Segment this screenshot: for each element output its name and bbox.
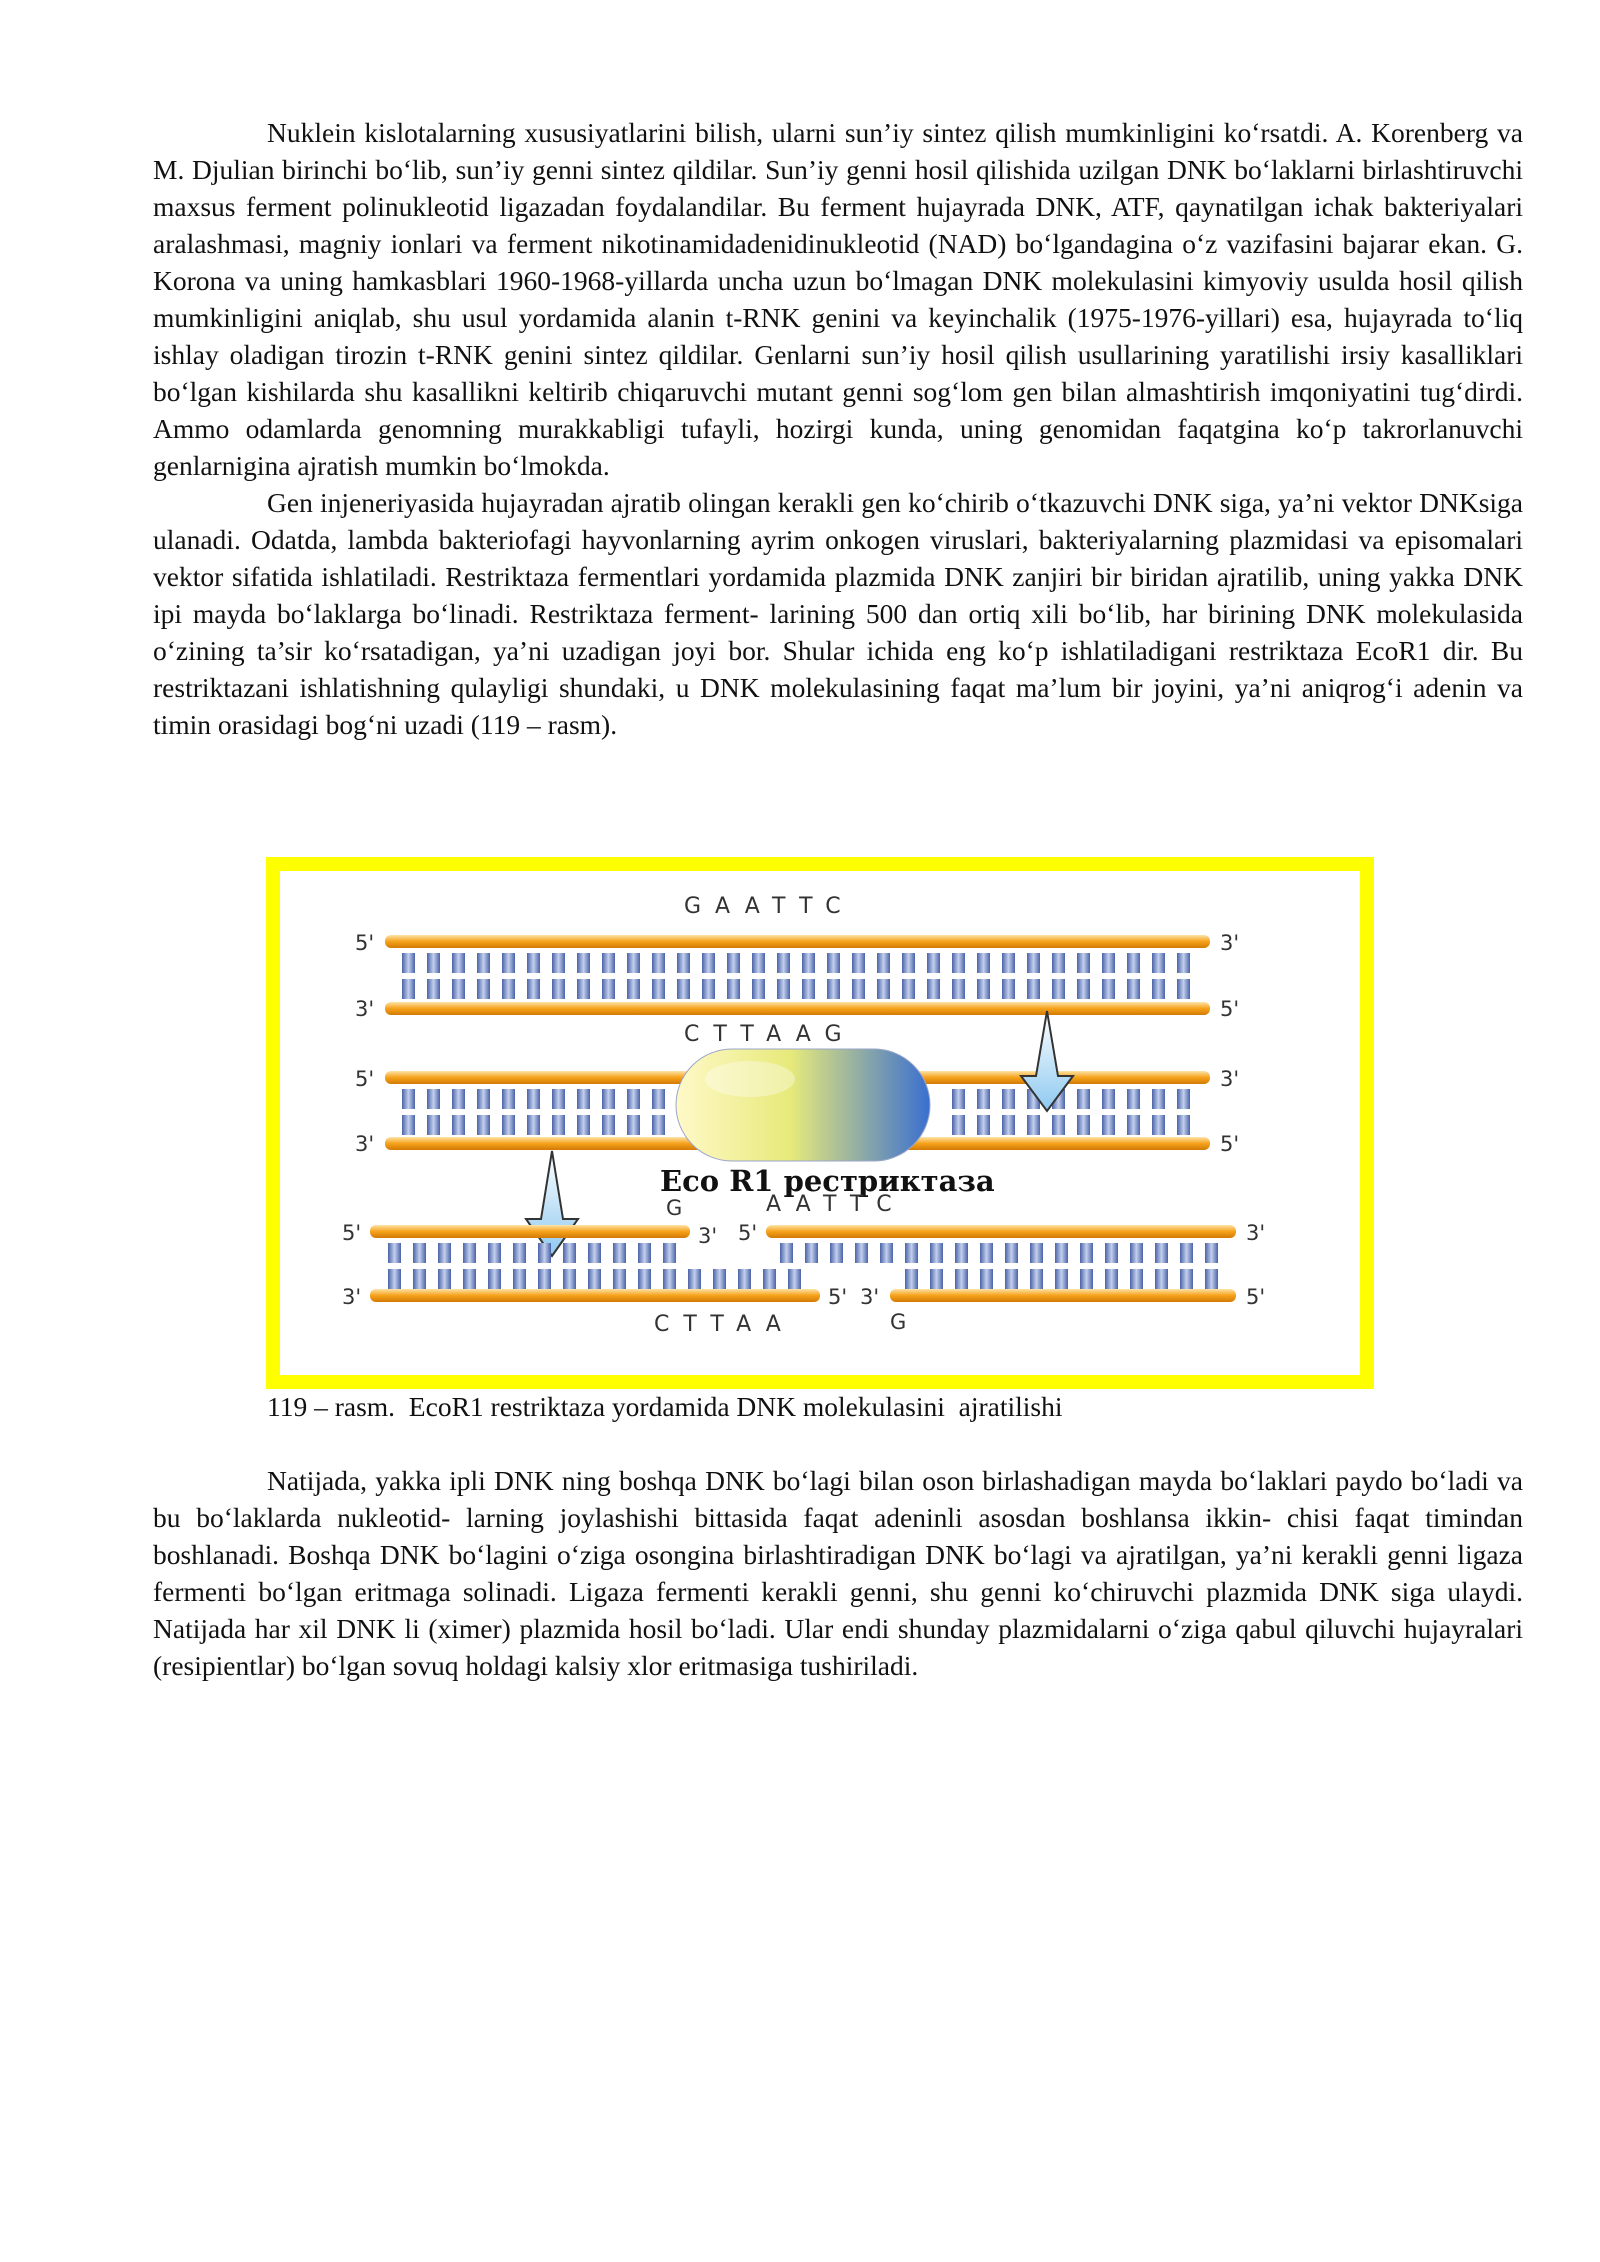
base-pair bbox=[627, 1115, 640, 1135]
base-pair bbox=[830, 1243, 843, 1263]
base-pair bbox=[1002, 1115, 1015, 1135]
base-pair bbox=[577, 979, 590, 999]
dna-duplex-with-enzyme bbox=[355, 1049, 1239, 1198]
base-pair bbox=[427, 1115, 440, 1135]
base-pair bbox=[1180, 1269, 1193, 1289]
base-pair bbox=[1177, 979, 1190, 999]
label-3-prime: 3' bbox=[355, 1132, 375, 1156]
arrow-down-icon bbox=[526, 1151, 578, 1256]
base-pair bbox=[952, 1089, 965, 1109]
base-pair bbox=[702, 953, 715, 973]
base-pair bbox=[688, 1269, 701, 1289]
base-pair bbox=[588, 1269, 601, 1289]
base-pair bbox=[677, 979, 690, 999]
base-pair bbox=[388, 1243, 401, 1263]
base-pair bbox=[1152, 1089, 1165, 1109]
base-pair bbox=[652, 953, 665, 973]
base-pair bbox=[1177, 1089, 1190, 1109]
base-pair bbox=[713, 1269, 726, 1289]
base-pair bbox=[905, 1243, 918, 1263]
base-pair bbox=[955, 1269, 968, 1289]
base-pair bbox=[952, 953, 965, 973]
base-pair bbox=[627, 979, 640, 999]
base-pair bbox=[827, 953, 840, 973]
base-pair bbox=[538, 1243, 551, 1263]
base-pairs-right-fragment bbox=[780, 1243, 1218, 1289]
base-pair bbox=[1002, 979, 1015, 999]
base-pair bbox=[727, 953, 740, 973]
base-pair bbox=[1077, 1115, 1090, 1135]
base-pair bbox=[880, 1243, 893, 1263]
base-pair bbox=[877, 979, 890, 999]
base-pair bbox=[1102, 979, 1115, 999]
base-pair bbox=[613, 1269, 626, 1289]
dna-duplex-intact bbox=[355, 894, 1239, 1047]
base-pair bbox=[902, 953, 915, 973]
base-pair bbox=[402, 1115, 415, 1135]
base-pair bbox=[527, 1089, 540, 1109]
base-pair bbox=[502, 1115, 515, 1135]
base-pair bbox=[763, 1269, 776, 1289]
base-pair bbox=[980, 1243, 993, 1263]
base-pair bbox=[602, 979, 615, 999]
base-pair bbox=[552, 979, 565, 999]
base-pair bbox=[1077, 1089, 1090, 1109]
enzyme-highlight bbox=[705, 1061, 795, 1097]
base-pair bbox=[927, 979, 940, 999]
base-pair bbox=[577, 953, 590, 973]
label-3-prime: 3' bbox=[860, 1285, 880, 1309]
base-pair bbox=[1127, 953, 1140, 973]
end-base-g: G bbox=[890, 1310, 907, 1334]
base-pair bbox=[588, 1243, 601, 1263]
base-pair bbox=[527, 1115, 540, 1135]
label-3-prime: 3' bbox=[355, 997, 375, 1021]
base-pair bbox=[1102, 1115, 1115, 1135]
label-3-prime: 3' bbox=[698, 1224, 718, 1248]
base-pair bbox=[638, 1243, 651, 1263]
label-5-prime: 5' bbox=[1220, 1132, 1240, 1156]
label-3-prime: 3' bbox=[1220, 931, 1240, 955]
base-pair bbox=[1127, 1115, 1140, 1135]
base-pair bbox=[413, 1269, 426, 1289]
base-pairs-row-1 bbox=[402, 953, 1190, 999]
text-block-top bbox=[153, 114, 1523, 743]
base-pair bbox=[1205, 1243, 1218, 1263]
base-pair bbox=[577, 1115, 590, 1135]
sequence-sticky-end-right: AATTC bbox=[766, 1192, 906, 1217]
base-pair bbox=[552, 1089, 565, 1109]
base-pair bbox=[1155, 1243, 1168, 1263]
base-pair bbox=[413, 1243, 426, 1263]
base-pair bbox=[1127, 979, 1140, 999]
base-pair bbox=[1002, 953, 1015, 973]
base-pair bbox=[952, 979, 965, 999]
label-5-prime: 5' bbox=[738, 1221, 758, 1245]
label-3-prime: 3' bbox=[1246, 1221, 1266, 1245]
base-pair bbox=[652, 979, 665, 999]
base-pair bbox=[777, 953, 790, 973]
base-pair bbox=[1080, 1243, 1093, 1263]
strand-bottom bbox=[385, 1002, 1210, 1015]
base-pair bbox=[652, 1089, 665, 1109]
strand-bottom bbox=[890, 1289, 1236, 1302]
base-pair bbox=[1030, 1269, 1043, 1289]
base-pair bbox=[563, 1269, 576, 1289]
base-pair bbox=[477, 1089, 490, 1109]
base-pair bbox=[1030, 1243, 1043, 1263]
base-pair bbox=[805, 1243, 818, 1263]
base-pair bbox=[1205, 1269, 1218, 1289]
text-block-bottom bbox=[153, 1462, 1523, 1684]
base-pair bbox=[627, 953, 640, 973]
base-pair bbox=[1130, 1243, 1143, 1263]
base-pair bbox=[652, 1115, 665, 1135]
label-5-prime: 5' bbox=[1220, 997, 1240, 1021]
base-pair bbox=[602, 1115, 615, 1135]
base-pair bbox=[977, 1115, 990, 1135]
base-pair bbox=[452, 1115, 465, 1135]
sequence-top: GAATTC bbox=[684, 894, 855, 919]
base-pair bbox=[852, 979, 865, 999]
base-pair bbox=[452, 1089, 465, 1109]
strand-bottom bbox=[370, 1289, 820, 1302]
base-pair bbox=[1027, 953, 1040, 973]
paragraph-1: Nuklein kislotalarning xususiyatlarini bilish, ularni sun’iy sintez qilish mumkinligini koʻrsatdi. A. Korenberg va M. Djulian birinchi boʻlib, sun’iy genni sintez qildilar. Sun’iy genni hosil qilishida uzilgan DNK boʻlaklarni birlashtiruvchi maxsus ferment polinukleotid ligazadan foydalandilar. Bu ferment hujayrada DNK, ATF, qaynatilgan ichak bakteriyalari aralashmasi, magniy ionlari va ferment nikotinamidadenidinukleotid (NAD) boʻlgandagina oʻz vazifasini bajarar ekan. G. Korona va uning hamkasblari 1960-1968-yillarda uncha uzun boʻlmagan DNK molekulasini kimyoviy usulda hosil qilish mumkinligini aniqlab, shu usul yordamida alanin t-RNK genini va keyinchalik (1975-1976-yillari) esa, hujayrada toʻliq ishlay oladigan tirozin t-RNK genini sintez qildilar. Genlarni sun’iy hosil qilish usullarining yaratilishi irsiy kasalliklari boʻlgan kishilarda shu kasallikni keltirib chiqaruvchi mutant genni sogʻlom gen bilan almashtirish imqoniyatini tugʻdirdi. Ammo odamlarda genomning murakkabligi tufayli, hozirgi kunda, uning genomidan faqatgina koʻp takrorlanuvchi genlarnigina ajratish mumkin boʻlmokda. bbox=[153, 117, 1523, 481]
sequence-bottom: CTTAAG bbox=[684, 1022, 856, 1047]
base-pair bbox=[427, 979, 440, 999]
base-pair bbox=[1002, 1089, 1015, 1109]
base-pair bbox=[1077, 979, 1090, 999]
base-pair bbox=[1027, 979, 1040, 999]
base-pair bbox=[427, 953, 440, 973]
base-pair bbox=[452, 953, 465, 973]
base-pair bbox=[1177, 1115, 1190, 1135]
base-pair bbox=[1005, 1269, 1018, 1289]
base-pair bbox=[438, 1269, 451, 1289]
base-pair bbox=[980, 1269, 993, 1289]
enzyme-label: Eco R1 рестриктаза bbox=[660, 1164, 995, 1198]
base-pair bbox=[977, 979, 990, 999]
label-3-prime: 3' bbox=[342, 1285, 362, 1309]
base-pair bbox=[777, 979, 790, 999]
base-pair bbox=[952, 1115, 965, 1135]
label-5-prime: 5' bbox=[355, 1067, 375, 1091]
base-pair bbox=[1055, 1243, 1068, 1263]
base-pair bbox=[663, 1243, 676, 1263]
base-pair bbox=[463, 1243, 476, 1263]
base-pair bbox=[563, 1243, 576, 1263]
base-pair bbox=[477, 1115, 490, 1135]
base-pair bbox=[1102, 1089, 1115, 1109]
label-5-prime: 5' bbox=[828, 1285, 848, 1309]
base-pair bbox=[738, 1269, 751, 1289]
base-pairs-left-fragment bbox=[388, 1243, 801, 1289]
base-pair bbox=[1080, 1269, 1093, 1289]
base-pair bbox=[1130, 1269, 1143, 1289]
label-3-prime: 3' bbox=[1220, 1067, 1240, 1091]
dna-fragment-left bbox=[342, 1196, 847, 1337]
base-pair bbox=[602, 953, 615, 973]
base-pair bbox=[488, 1269, 501, 1289]
base-pair bbox=[1105, 1243, 1118, 1263]
base-pair bbox=[902, 979, 915, 999]
base-pair bbox=[538, 1269, 551, 1289]
strand-top bbox=[766, 1225, 1236, 1238]
base-pair bbox=[552, 1115, 565, 1135]
base-pair bbox=[1155, 1269, 1168, 1289]
base-pair bbox=[402, 979, 415, 999]
dna-fragment-right bbox=[738, 1192, 1265, 1334]
base-pair bbox=[513, 1269, 526, 1289]
base-pair bbox=[402, 1089, 415, 1109]
base-pair bbox=[502, 953, 515, 973]
base-pair bbox=[663, 1269, 676, 1289]
base-pair bbox=[1005, 1243, 1018, 1263]
base-pair bbox=[463, 1269, 476, 1289]
base-pair bbox=[827, 979, 840, 999]
base-pair bbox=[488, 1243, 501, 1263]
base-pair bbox=[477, 953, 490, 973]
end-base-g: G bbox=[666, 1196, 683, 1220]
base-pair bbox=[638, 1269, 651, 1289]
base-pair bbox=[852, 953, 865, 973]
base-pair bbox=[552, 953, 565, 973]
base-pair bbox=[1177, 953, 1190, 973]
paragraph-2: Gen injeneriyasida hujayradan ajratib olingan kerakli gen koʻchirib oʻtkazuvchi DNK siga, ya’ni vektor DNKsiga ulanadi. Odatda, lambda bakteriofagi hayvonlarning ayrim onkogen viruslari, bakteriyalarning plazmidasi va episomalari vektor sifatida ishlatiladi. Restriktaza fermentlari yordamida plazmida DNK zanjiri bir biridan ajratilib, uning yakka DNK ipi mayda boʻlaklarga boʻlinadi. Restriktaza ferment- larining 500 dan ortiq xili boʻlib, har birining DNK molekulasida oʻzining ta’sir koʻrsatadigan, ya’ni uzadigan joyi bor. Shular ichida eng koʻp ishlatiladigani restriktaza EcoR1 dir. Bu restriktazani ishlatishning qulayligi shundaki, u DNK molekulasining faqat ma’lum bir joyini, ya’ni aniqrogʻi adenin va timin orasidagi bogʻni uzadi (119 – rasm). bbox=[153, 487, 1523, 740]
figure-canvas bbox=[280, 871, 1360, 1375]
base-pair bbox=[527, 979, 540, 999]
base-pair bbox=[905, 1269, 918, 1289]
sequence-sticky-end-left: CTTAA bbox=[654, 1312, 795, 1337]
ecor1-diagram bbox=[280, 871, 1360, 1375]
base-pair bbox=[855, 1243, 868, 1263]
label-5-prime: 5' bbox=[1246, 1285, 1266, 1309]
base-pair bbox=[930, 1243, 943, 1263]
base-pair bbox=[802, 953, 815, 973]
base-pair bbox=[1055, 1269, 1068, 1289]
base-pair bbox=[788, 1269, 801, 1289]
base-pair bbox=[1052, 979, 1065, 999]
base-pair bbox=[877, 953, 890, 973]
label-5-prime: 5' bbox=[342, 1221, 362, 1245]
base-pair bbox=[955, 1243, 968, 1263]
base-pair bbox=[1152, 953, 1165, 973]
base-pair bbox=[927, 953, 940, 973]
base-pair bbox=[438, 1243, 451, 1263]
base-pair bbox=[677, 953, 690, 973]
base-pair bbox=[502, 979, 515, 999]
base-pair bbox=[1105, 1269, 1118, 1289]
paragraph-3: Natijada, yakka ipli DNK ning boshqa DNK boʻlagi bilan oson birlashadigan mayda boʻlaklari paydo boʻladi va bu boʻlaklarda nukleotid- larning joylashishi bittasida faqat adeninli asosdan boshlansa ikkin- chisi faqat timindan boshlanadi. Boshqa DNK boʻlagini oʻziga osongina birlashtiradigan DNK boʻlagi va ajratilgan, ya’ni kerakli genni ligaza fermenti boʻlgan eritmaga solinadi. Ligaza fermenti kerakli genni, shu genni koʻchiruvchi plazmida DNK siga ulaydi. Natijada har xil DNK li (ximer) plazmida hosil boʻladi. Ular endi shunday plazmidalarni oʻziga qabul qiluvchi hujayralari (resipientlar) boʻlgan sovuq holdagi kalsiy xlor eritmasiga tushiriladi. bbox=[153, 1465, 1523, 1681]
strand-top bbox=[385, 935, 1210, 948]
strand-top bbox=[370, 1225, 690, 1238]
base-pair bbox=[977, 1089, 990, 1109]
base-pair bbox=[1027, 1115, 1040, 1135]
base-pair bbox=[1052, 953, 1065, 973]
base-pair bbox=[752, 953, 765, 973]
base-pair bbox=[527, 953, 540, 973]
base-pair bbox=[702, 979, 715, 999]
base-pair bbox=[727, 979, 740, 999]
base-pair bbox=[477, 979, 490, 999]
base-pair bbox=[1180, 1243, 1193, 1263]
base-pair bbox=[627, 1089, 640, 1109]
base-pair bbox=[502, 1089, 515, 1109]
base-pair bbox=[388, 1269, 401, 1289]
base-pair bbox=[1052, 1115, 1065, 1135]
base-pair bbox=[1152, 1115, 1165, 1135]
base-pair bbox=[1152, 979, 1165, 999]
base-pair bbox=[1077, 953, 1090, 973]
base-pair bbox=[1102, 953, 1115, 973]
base-pair bbox=[977, 953, 990, 973]
base-pair bbox=[752, 979, 765, 999]
base-pair bbox=[930, 1269, 943, 1289]
base-pair bbox=[402, 953, 415, 973]
base-pair bbox=[602, 1089, 615, 1109]
base-pair bbox=[780, 1243, 793, 1263]
base-pair bbox=[613, 1243, 626, 1263]
figure-caption: 119 – rasm. EcoR1 restriktaza yordamida DNK molekulasini ajratilishi bbox=[267, 1391, 1063, 1422]
figure-119 bbox=[266, 857, 1374, 1389]
base-pair bbox=[452, 979, 465, 999]
base-pair bbox=[802, 979, 815, 999]
base-pair bbox=[577, 1089, 590, 1109]
base-pair bbox=[427, 1089, 440, 1109]
base-pair bbox=[513, 1243, 526, 1263]
ecor1-enzyme-shape bbox=[676, 1049, 930, 1161]
base-pair bbox=[1127, 1089, 1140, 1109]
label-5-prime: 5' bbox=[355, 931, 375, 955]
